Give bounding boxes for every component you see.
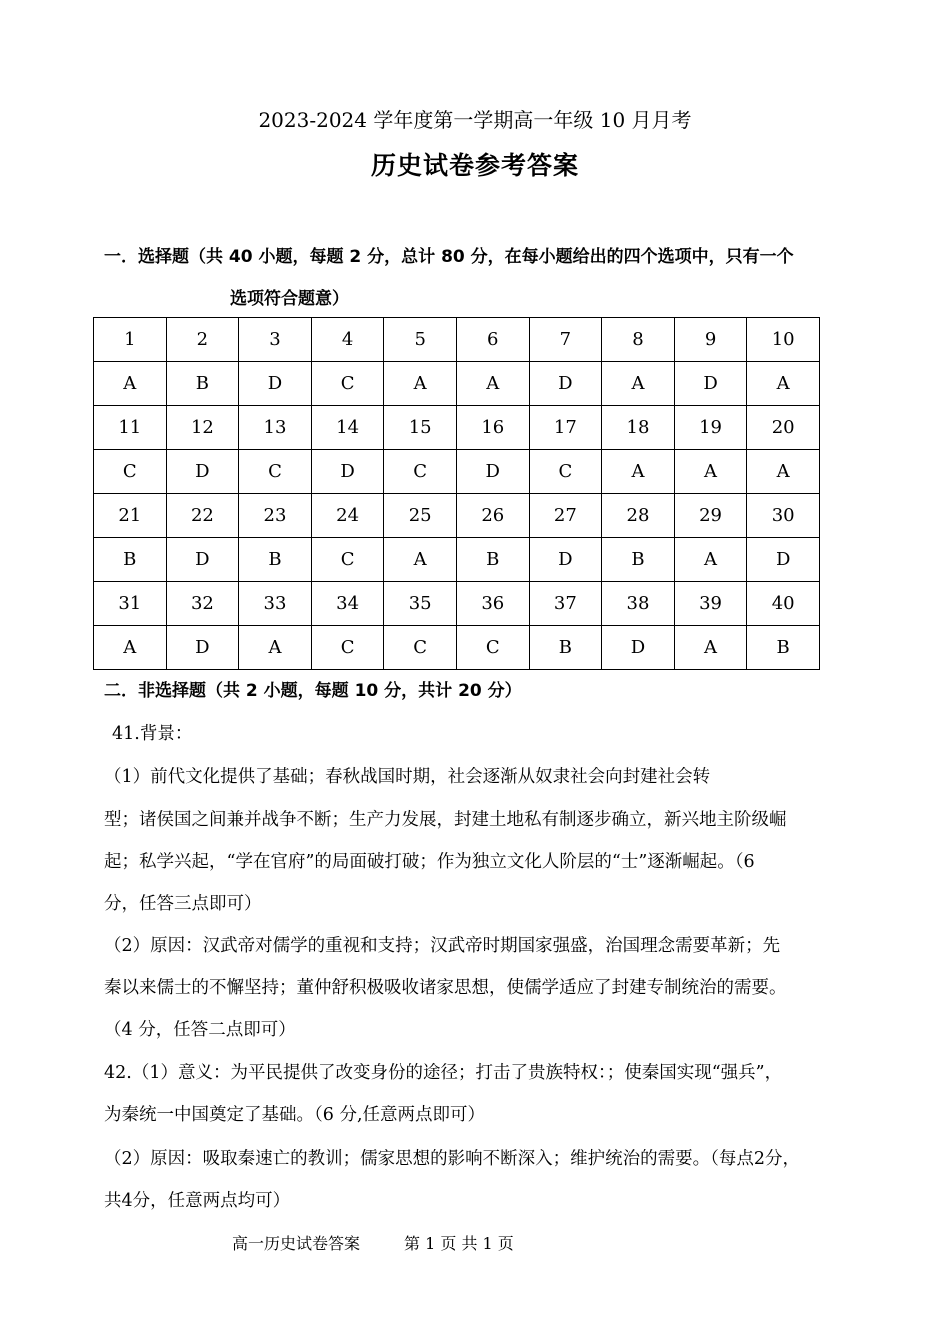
- q42-answer2-line2: 共4分，任意两点均可）: [104, 1191, 291, 1211]
- answer-row: [94, 450, 820, 494]
- question-number-cell: 28: [602, 494, 675, 538]
- question-number-cell: 26: [456, 494, 529, 538]
- question-number-cell: 25: [384, 494, 457, 538]
- answer-cell: A: [94, 362, 167, 406]
- q41-answer2-line3: （4 分，任答二点即可）: [104, 1020, 296, 1040]
- answer-table: [93, 317, 820, 670]
- q41-answer1-line4: 分，任答三点即可）: [104, 894, 262, 914]
- question-number-cell: 37: [529, 582, 602, 626]
- answer-cell: A: [747, 362, 820, 406]
- answer-cell: C: [384, 626, 457, 670]
- answer-cell: A: [384, 538, 457, 582]
- answer-cell: A: [674, 450, 747, 494]
- q41-answer1-line1: （1）前代文化提供了基础；春秋战国时期，社会逐渐从奴隶社会向封建社会转: [104, 767, 711, 787]
- section1-heading: 一．选择题（共 40 小题，每题 2 分，总计 80 分，在每小题给出的四个选项中，只有一个: [104, 247, 794, 267]
- answer-cell: B: [456, 538, 529, 582]
- section2-heading: 二．非选择题（共 2 小题，每题 10 分，共计 20 分）: [104, 681, 522, 701]
- question-number-cell: 14: [311, 406, 384, 450]
- q42-answer1-line1: 42.（1）意义：为平民提供了改变身份的途径；打击了贵族特权：；使秦国实现“强兵”，: [104, 1063, 783, 1083]
- question-number-cell: 9: [674, 318, 747, 362]
- answer-cell: C: [94, 450, 167, 494]
- answer-cell: D: [674, 362, 747, 406]
- answer-cell: B: [602, 538, 675, 582]
- question-number-cell: 29: [674, 494, 747, 538]
- question-number-cell: 35: [384, 582, 457, 626]
- answer-row: [94, 362, 820, 406]
- question-number-cell: 23: [239, 494, 312, 538]
- answer-cell: A: [602, 450, 675, 494]
- q41-answer1-line2: 型；诸侯国之间兼并战争不断；生产力发展，封建土地私有制逐步确立，新兴地主阶级崛: [104, 810, 787, 830]
- question-number-cell: 20: [747, 406, 820, 450]
- question-number-cell: 6: [456, 318, 529, 362]
- question-number-cell: 31: [94, 582, 167, 626]
- answer-cell: A: [674, 626, 747, 670]
- answer-cell: C: [239, 450, 312, 494]
- exam-title: 2023-2024 学年度第一学期高一年级 10 月月考: [258, 108, 692, 132]
- answer-cell: D: [747, 538, 820, 582]
- page-footer: [232, 1231, 558, 1254]
- footer-page-number: 第 1 页 共 1 页: [404, 1234, 514, 1253]
- answer-cell: C: [529, 450, 602, 494]
- answer-cell: B: [94, 538, 167, 582]
- answer-cell: D: [529, 538, 602, 582]
- question-number-cell: 11: [94, 406, 167, 450]
- q41-answer1-line3: 起；私学兴起，“学在官府”的局面破打破；作为独立文化人阶层的“士”逐渐崛起。（6: [104, 852, 755, 872]
- answer-cell: C: [311, 626, 384, 670]
- answer-cell: D: [456, 450, 529, 494]
- section1-heading-cont: 选项符合题意）: [230, 289, 349, 309]
- answer-cell: B: [239, 538, 312, 582]
- question-number-cell: 22: [166, 494, 239, 538]
- question-number-cell: 5: [384, 318, 457, 362]
- answer-cell: D: [166, 538, 239, 582]
- question-number-cell: 1: [94, 318, 167, 362]
- footer-doc-name: 高一历史试卷答案: [232, 1234, 361, 1253]
- answer-cell: B: [529, 626, 602, 670]
- question-number-cell: 24: [311, 494, 384, 538]
- q42-answer1-line2: 为秦统一中国奠定了基础。（6 分,任意两点即可）: [104, 1105, 486, 1125]
- answer-cell: A: [747, 450, 820, 494]
- answer-row: [94, 538, 820, 582]
- answer-cell: C: [384, 450, 457, 494]
- question-number-cell: 34: [311, 582, 384, 626]
- answer-cell: A: [384, 362, 457, 406]
- q41-answer2-line2: 秦以来儒士的不懈坚持；董仲舒积极吸收诸家思想，使儒学适应了封建专制统治的需要。: [104, 978, 787, 998]
- question-number-cell: 30: [747, 494, 820, 538]
- question-number-cell: 3: [239, 318, 312, 362]
- question-number-cell: 17: [529, 406, 602, 450]
- answer-cell: A: [674, 538, 747, 582]
- question-number-cell: 38: [602, 582, 675, 626]
- answer-cell: A: [94, 626, 167, 670]
- answer-cell: D: [602, 626, 675, 670]
- question-number-cell: 15: [384, 406, 457, 450]
- answer-cell: D: [311, 450, 384, 494]
- question-number-cell: 33: [239, 582, 312, 626]
- answer-cell: D: [239, 362, 312, 406]
- answer-cell: B: [166, 362, 239, 406]
- answer-row: [94, 626, 820, 670]
- question-number-cell: 18: [602, 406, 675, 450]
- answer-cell: C: [311, 362, 384, 406]
- question-number-cell: 27: [529, 494, 602, 538]
- question-number-cell: 21: [94, 494, 167, 538]
- question-number-cell: 16: [456, 406, 529, 450]
- question-number-cell: 2: [166, 318, 239, 362]
- question-number-cell: 36: [456, 582, 529, 626]
- question-number-cell: 12: [166, 406, 239, 450]
- question-number-row: [94, 406, 820, 450]
- answer-cell: A: [602, 362, 675, 406]
- answer-cell: A: [239, 626, 312, 670]
- q41-label: 41.背景：: [112, 724, 193, 744]
- question-number-cell: 40: [747, 582, 820, 626]
- answer-cell: B: [747, 626, 820, 670]
- question-number-cell: 19: [674, 406, 747, 450]
- answer-cell: D: [529, 362, 602, 406]
- question-number-cell: 8: [602, 318, 675, 362]
- question-number-cell: 7: [529, 318, 602, 362]
- question-number-cell: 4: [311, 318, 384, 362]
- question-number-cell: 10: [747, 318, 820, 362]
- question-number-row: [94, 318, 820, 362]
- answer-key-title: 历史试卷参考答案: [370, 151, 579, 180]
- question-number-row: [94, 494, 820, 538]
- question-number-cell: 39: [674, 582, 747, 626]
- q42-answer2-line1: （2）原因：吸取秦速亡的教训；儒家思想的影响不断深入；维护统治的需要。（每点2分，: [104, 1149, 801, 1169]
- question-number-row: [94, 582, 820, 626]
- answer-cell: D: [166, 626, 239, 670]
- answer-cell: C: [311, 538, 384, 582]
- answer-cell: A: [456, 362, 529, 406]
- answer-cell: D: [166, 450, 239, 494]
- question-number-cell: 32: [166, 582, 239, 626]
- answer-cell: C: [456, 626, 529, 670]
- question-number-cell: 13: [239, 406, 312, 450]
- q41-answer2-line1: （2）原因：汉武帝对儒学的重视和支持；汉武帝时期国家强盛，治国理念需要革新；先: [104, 936, 781, 956]
